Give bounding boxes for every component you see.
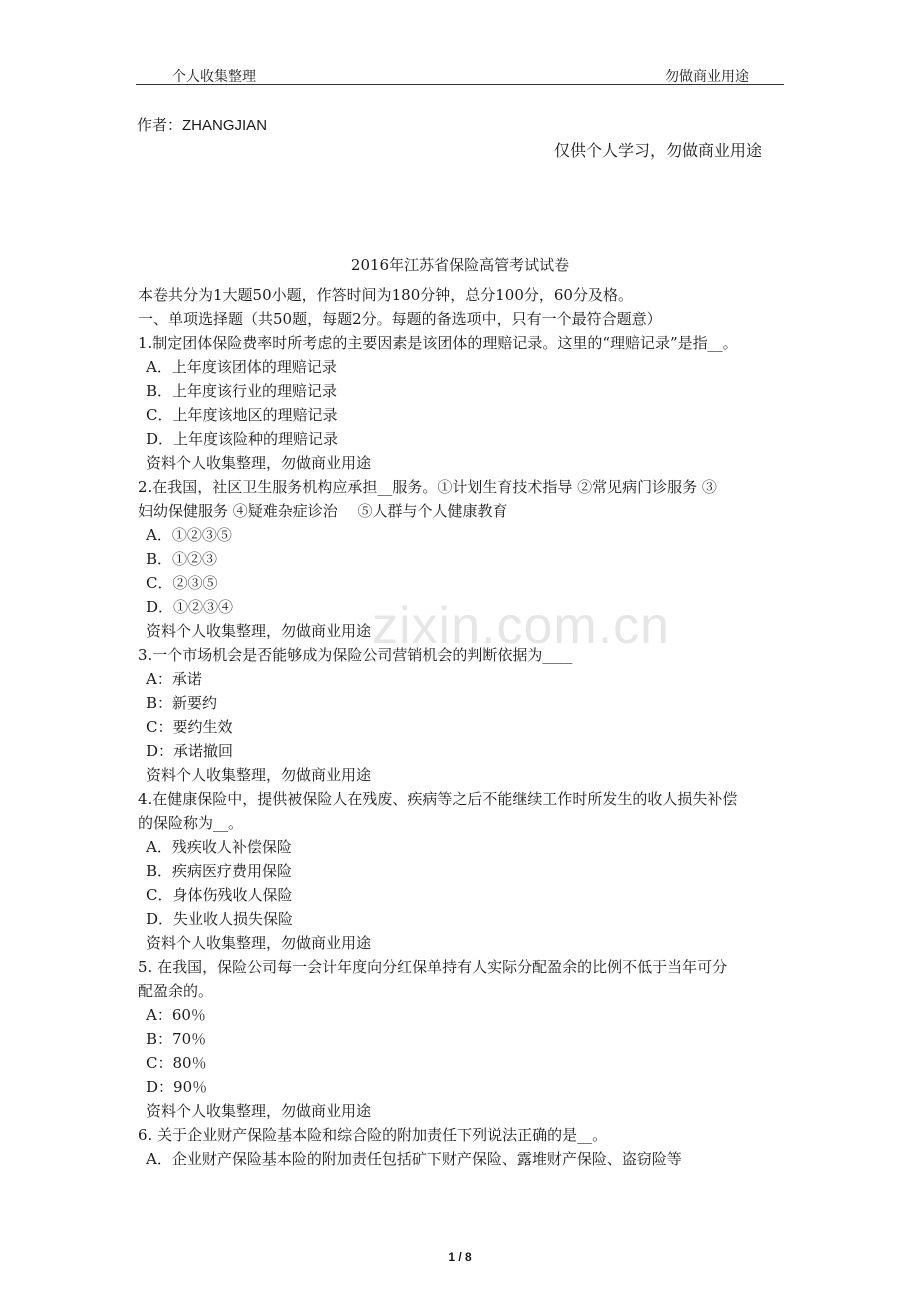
question-line: B．上年度该行业的理赔记录 (146, 382, 338, 400)
question-line: 资料个人收集整理，勿做商业用途 (146, 766, 372, 784)
question-line: 资料个人收集整理，勿做商业用途 (146, 454, 372, 472)
question-line: B．①②③ (146, 550, 218, 568)
header-right-text: 勿做商业用途 (665, 69, 749, 85)
page-number: 1 / 8 (448, 1250, 472, 1264)
question-line: A．企业财产保险基本险的附加责任包括矿下财产保险、露堆财产保险、盗窃险等 (146, 1150, 682, 1168)
author-name: ZHANGJIAN (182, 117, 268, 134)
watermark: zixin.com.cn (372, 597, 671, 655)
question-line: 资料个人收集整理，勿做商业用途 (146, 622, 372, 640)
question-line: C．身体伤残收人保险 (146, 886, 293, 904)
question-line: B：70％ (146, 1030, 207, 1048)
question-line: 1.制定团体保险费率时所考虑的主要因素是该团体的理赔记录。这里的“理赔记录”是指__。 (138, 334, 738, 352)
question-line: 2.在我国，社区卫生服务机构应承担__服务。①计划生育技术指导 ②常见病门诊服务 ③ (138, 478, 717, 496)
header-divider (136, 84, 784, 85)
question-line: 妇幼保健服务 ④疑难杂症诊治 ⑤人群与个人健康教育 (138, 502, 508, 520)
section-heading: 一、单项选择题（共50题，每题2分。每题的备选项中，只有一个最符合题意） (138, 310, 662, 328)
question-line: D．失业收人损失保险 (146, 910, 294, 928)
question-line: 资料个人收集整理，勿做商业用途 (146, 934, 372, 952)
question-line: C．上年度该地区的理赔记录 (146, 406, 338, 424)
question-line: D：承诺撤回 (146, 742, 234, 760)
question-line: C：80％ (146, 1054, 207, 1072)
question-line: B：新要约 (146, 694, 218, 712)
question-line: D．上年度该险种的理赔记录 (146, 430, 339, 448)
header-left-text: 个人收集整理 (172, 69, 256, 85)
question-line: 的保险称为__。 (138, 814, 244, 832)
author-label: 作者： (137, 116, 183, 134)
question-line: 5. 在我国，保险公司每一会计年度向分红保单持有人实际分配盈余的比例不低于当年可分 (138, 958, 728, 976)
question-line: 4.在健康保险中，提供被保险人在残废、疾病等之后不能继续工作时所发生的收人损失补偿 (138, 790, 738, 808)
question-line: 配盈余的。 (138, 982, 214, 1000)
question-line: 6. 关于企业财产保险基本险和综合险的附加责任下列说法正确的是__。 (138, 1126, 608, 1144)
question-line: A：60％ (146, 1006, 206, 1024)
author-line (137, 114, 267, 135)
question-line: A．①②③⑤ (146, 526, 232, 544)
question-line: A．残疾收人补偿保险 (146, 838, 292, 856)
question-line: 资料个人收集整理，勿做商业用途 (146, 1102, 372, 1120)
question-line: C：要约生效 (146, 718, 233, 736)
question-line: D：90％ (146, 1078, 208, 1096)
question-line: 3.一个市场机会是否能够成为保险公司营销机会的判断依据为____ (138, 646, 573, 664)
question-lines (138, 331, 788, 1171)
document-title: 2016年江苏省保险高管考试试卷 (350, 256, 570, 274)
exam-content (138, 283, 788, 1171)
exam-intro: 本卷共分为1大题50小题，作答时间为180分钟，总分100分，60分及格。 (138, 286, 633, 304)
question-line: A：承诺 (146, 670, 202, 688)
question-line: D．①②③④ (146, 598, 234, 616)
question-line: A．上年度该团体的理赔记录 (146, 358, 337, 376)
usage-notice: 仅供个人学习，勿做商业用途 (554, 141, 763, 160)
question-line: B．疾病医疗费用保险 (146, 862, 293, 880)
question-line: C．②③⑤ (146, 574, 218, 592)
